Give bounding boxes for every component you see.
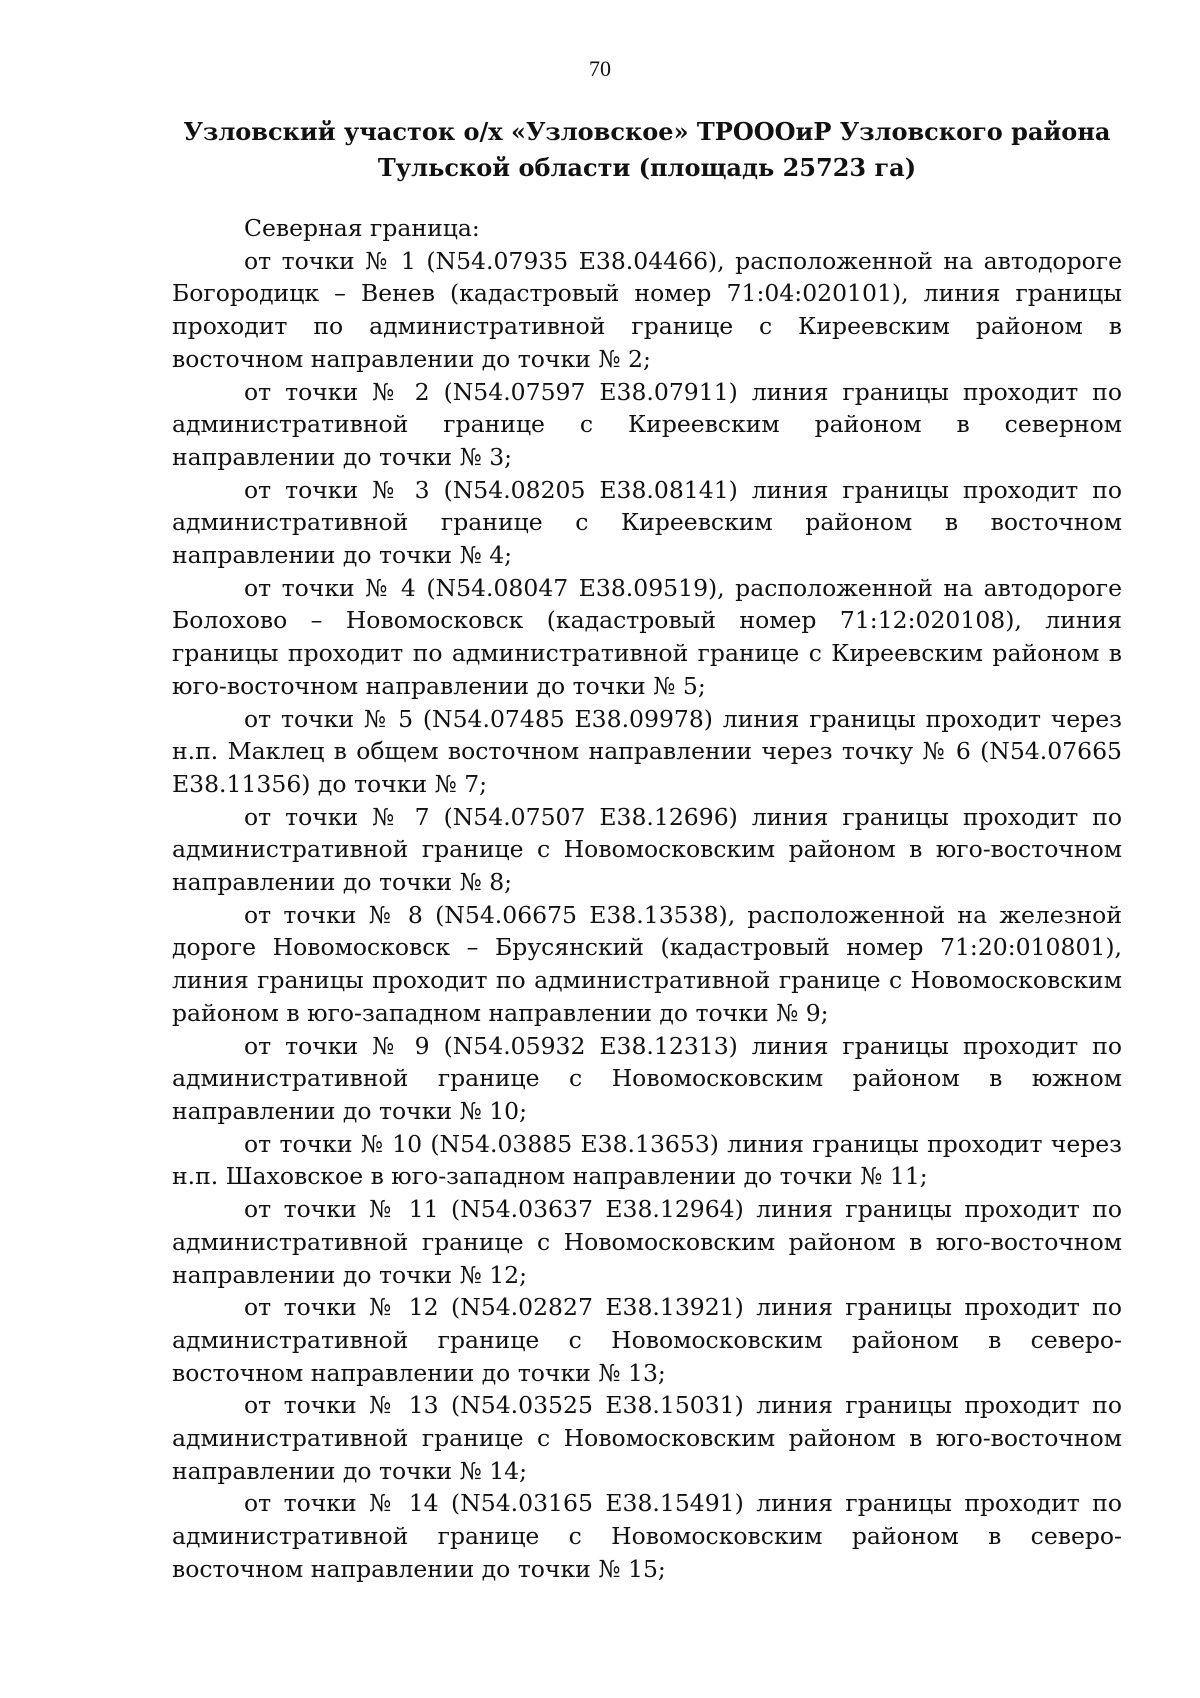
boundary-paragraph: от точки № 13 (N54.03525 E38.15031) линия границы проходит по административной границе с Новомосковским районом в юго-восточном направлении до точки № 14;: [172, 1391, 1122, 1485]
title-line-1: Узловский участок о/х «Узловское» ТРОООиР Узловского района: [183, 117, 1111, 146]
section-label: Северная граница:: [244, 214, 480, 242]
title-line-2: Тульской области (площадь 25723 га): [377, 153, 917, 182]
boundary-paragraph: от точки № 11 (N54.03637 E38.12964) линия границы проходит по административной границе с Новомосковским районом в юго-восточном направлении до точки № 12;: [172, 1195, 1122, 1289]
boundary-paragraph: от точки № 14 (N54.03165 E38.15491) линия границы проходит по административной границе с Новомосковским районом в северо-восточном направлении до точки № 15;: [172, 1489, 1122, 1583]
page-number: 70: [589, 56, 611, 81]
boundary-paragraph: от точки № 4 (N54.08047 E38.09519), расположенной на автодороге Болохово – Новомосковск (кадастровый номер 71:12:020108), линия границы проходит по административной границе с Киреевским районом в юго-восточном направлении до точки № 5;: [172, 573, 1122, 700]
boundary-paragraph: от точки № 2 (N54.07597 E38.07911) линия границы проходит по административной границе с Киреевским районом в северном направлении до точки № 3;: [172, 377, 1122, 471]
boundary-paragraph: от точки № 7 (N54.07507 E38.12696) линия границы проходит по административной границе с Новомосковским районом в юго-восточном направлении до точки № 8;: [172, 802, 1122, 897]
boundary-paragraph: от точки № 1 (N54.07935 E38.04466), расположенной на автодороге Богородицк – Венев (кадастровый номер 71:04:020101), линия границы проходит по административной границе с Киреевским районом в восточном направлении до точки № 2;: [172, 246, 1122, 373]
boundary-paragraph: от точки № 12 (N54.02827 E38.13921) линия границы проходит по административной границе с Новомосковским районом в северо-восточном направлении до точки № 13;: [172, 1293, 1122, 1387]
boundary-paragraph: от точки № 3 (N54.08205 E38.08141) линия границы проходит по административной границе с Киреевским районом в восточном направлении до точки № 4;: [172, 475, 1122, 570]
boundary-paragraph: от точки № 5 (N54.07485 E38.09978) линия границы проходит через н.п. Маклец в общем восточном направлении через точку № 6 (N54.07665 E38.11356) до точки № 7;: [172, 704, 1122, 798]
document-body: [172, 212, 1122, 1586]
boundary-paragraph: от точки № 9 (N54.05932 E38.12313) линия границы проходит по административной границе с Новомосковским районом в южном направлении до точки № 10;: [172, 1031, 1122, 1125]
boundary-paragraph: от точки № 8 (N54.06675 E38.13538), расположенной на железной дороге Новомосковск – Брусянский (кадастровый номер 71:20:010801), линия границы проходит по административной границе с Новомосковским районом в юго-западном направлении до точки № 9;: [172, 900, 1122, 1027]
document-title: [172, 114, 1122, 186]
boundary-paragraph: от точки № 10 (N54.03885 E38.13653) линия границы проходит через н.п. Шаховское в юго-западном направлении до точки № 11;: [172, 1129, 1122, 1191]
